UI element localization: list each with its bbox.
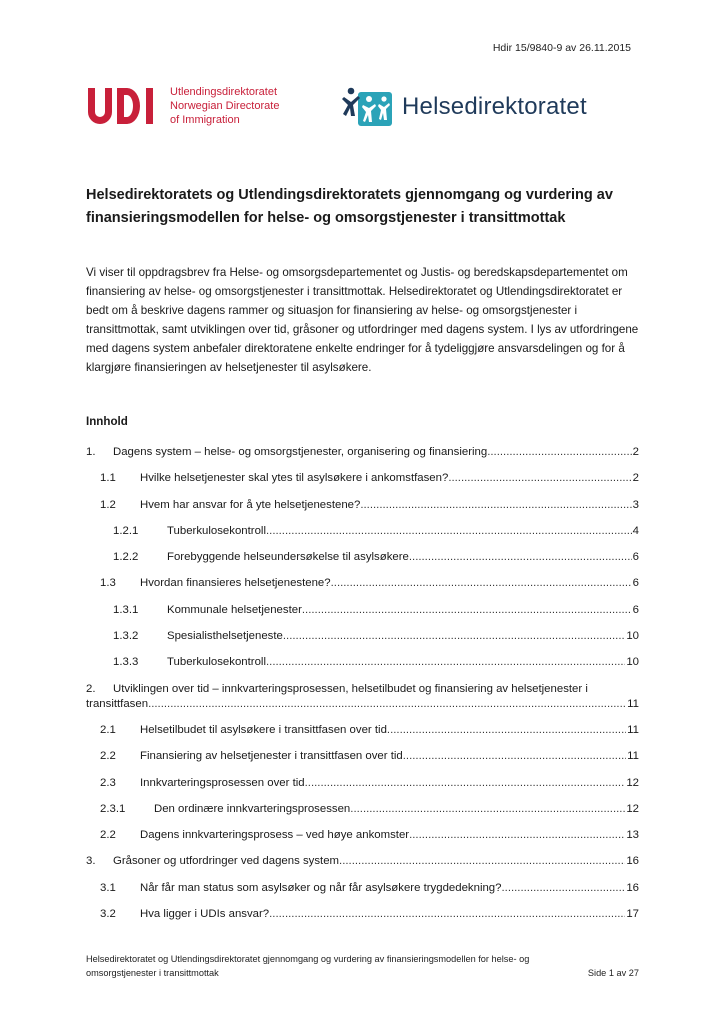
toc-number: 1.3.1: [113, 603, 139, 616]
toc-number: 2.1: [100, 723, 116, 736]
toc-page: 10: [626, 656, 639, 669]
toc-text: Utviklingen over tid – innkvarteringsprosessen, helsetilbudet og finansiering av helsetjenester i: [113, 682, 588, 695]
toc-text: Dagens system – helse- og omsorgstjenester, organisering og finansiering: [113, 446, 488, 458]
intro-paragraph: Vi viser til oppdragsbrev fra Helse- og omsorgsdepartementet og Justis- og beredskapsdepartementet om finansiering av helse- og omsorgstjenester i transittmottak. Helsedirektoratet og Utlendingsdirektoratet er bedt om å beskrive dagens rammer og situasjon for finansiering av helse- og omsorgstjenester i transittmottak, samt utviklingen over tid, gråsoner og utfordringer med dagens system. I lys av utfordringene med dagens system anbefaler direktoratene enkelte endringer for å tydeliggjøre ansvarsdelingen og for å klargjøre finansieringen av helsetjenester til asylsøkere.: [86, 266, 639, 374]
toc-entry[interactable]: [86, 907, 639, 922]
udi-letters-icon: [86, 87, 156, 125]
toc-page: 2: [632, 446, 639, 458]
toc-entry[interactable]: [86, 445, 639, 460]
toc-text: Hvordan finansieres helsetjenestene?: [140, 577, 331, 590]
toc-text: Spesialisthelsetjeneste: [167, 630, 283, 643]
udi-name-line1: Utlendingsdirektoratet: [170, 86, 278, 98]
toc-text: Hva ligger i UDIs ansvar?: [140, 908, 270, 921]
toc-number: 1.3.3: [113, 656, 139, 669]
toc-entry[interactable]: [86, 854, 639, 869]
toc-page: 6: [632, 551, 639, 564]
toc-text: Gråsoner og utfordringer ved dagens system: [113, 855, 340, 868]
toc-number: 3.1: [100, 881, 116, 894]
table-of-contents: [86, 445, 639, 933]
toc-entry[interactable]: [86, 524, 639, 539]
toc-page: 12: [626, 776, 639, 789]
udi-mark: [86, 84, 156, 128]
toc-page: 13: [626, 829, 639, 842]
toc-page: 2: [632, 472, 639, 485]
toc-entry[interactable]: [86, 802, 639, 817]
helsedirektoratet-wordmark: Helsedirektoratet: [402, 93, 587, 120]
toc-number: 3.2: [100, 908, 116, 921]
toc-text: Finansiering av helsetjenester i transittfasen over tid: [140, 750, 403, 763]
toc-number: 2.: [86, 682, 96, 695]
toc-page: 4: [632, 524, 639, 537]
toc-number: 1.2.1: [113, 524, 139, 537]
toc-entry[interactable]: [86, 550, 639, 565]
toc-number: 1.3.2: [113, 630, 139, 643]
toc-page: 12: [626, 802, 639, 815]
toc-text: Dagens innkvarteringsprosess – ved høye ankomster: [140, 829, 410, 842]
toc-number: 1.: [86, 446, 96, 458]
toc-number: 3.: [86, 855, 96, 868]
toc-entry[interactable]: [86, 471, 639, 486]
toc-entry[interactable]: [86, 682, 639, 712]
document-title: Helsedirektoratets og Utlendingsdirektoratets gjennomgang og vurdering av finansieringsmodellen for helse- og omsorgstjenester i transittmottak: [86, 187, 613, 226]
udi-name: [170, 85, 279, 127]
toc-text: Den ordinære innkvarteringsprosessen: [154, 802, 351, 815]
toc-number: 1.3: [100, 577, 116, 590]
toc-text: Innkvarteringsprosessen over tid: [140, 776, 305, 789]
toc-page: 11: [627, 723, 639, 736]
toc-number: 2.3: [100, 776, 116, 789]
toc-number: 1.1: [100, 472, 116, 485]
footer-line1: Helsedirektoratet og Utlendingsdirektoratet gjennomgang og vurdering av finansieringsmodellen for helse- og: [86, 954, 530, 964]
toc-number: 1.2.2: [113, 551, 139, 564]
toc-entry[interactable]: [86, 749, 639, 764]
udi-logo: [86, 84, 279, 128]
helsedirektoratet-logo: [342, 86, 587, 128]
toc-page: 11: [627, 750, 639, 763]
toc-entry[interactable]: [86, 576, 639, 591]
toc-number: 2.2: [100, 750, 116, 763]
toc-entry[interactable]: [86, 629, 639, 644]
toc-text: Tuberkulosekontroll: [167, 524, 266, 537]
toc-page: 11: [627, 697, 639, 710]
toc-entry[interactable]: [86, 603, 639, 618]
toc-page: 17: [626, 908, 639, 921]
toc-page: 16: [626, 855, 639, 868]
udi-name-line3: of Immigration: [170, 114, 240, 126]
toc-number: 2.2: [100, 829, 116, 842]
toc-text: Hvem har ansvar for å yte helsetjenestene?: [140, 498, 361, 511]
toc-text: Hvilke helsetjenester skal ytes til asylsøkere i ankomstfasen?: [140, 472, 449, 485]
toc-text: Tuberkulosekontroll: [167, 656, 266, 669]
toc-entry[interactable]: [86, 828, 639, 843]
people-figures-icon: [342, 86, 394, 128]
page-footer: [86, 952, 639, 980]
toc-entry[interactable]: [86, 655, 639, 670]
toc-text: Kommunale helsetjenester: [167, 603, 302, 616]
toc-text: Når får man status som asylsøker og når får asylsøkere trygdedekning?: [140, 881, 502, 894]
toc-page: 10: [626, 630, 639, 643]
document-reference: Hdir 15/9840-9 av 26.11.2015: [492, 42, 631, 54]
footer-line2: omsorgstjenester i transittmottak: [86, 968, 219, 978]
toc-entry[interactable]: [86, 498, 639, 513]
toc-text: Helsetilbudet til asylsøkere i transittfasen over tid: [140, 723, 387, 736]
toc-entry[interactable]: [86, 881, 639, 896]
toc-text-continued: transittfasen: [86, 697, 149, 710]
toc-number: 1.2: [100, 498, 116, 511]
toc-number: 2.3.1: [100, 802, 126, 815]
toc-page: 6: [632, 577, 639, 590]
toc-entry[interactable]: [86, 723, 639, 738]
toc-page: 6: [632, 603, 639, 616]
toc-page: 16: [626, 881, 639, 894]
toc-page: 3: [632, 498, 639, 511]
udi-name-line2: Norwegian Directorate: [170, 100, 280, 112]
toc-entry[interactable]: [86, 776, 639, 791]
toc-text: Forebyggende helseundersøkelse til asylsøkere: [167, 551, 409, 564]
page-number: Side 1 av 27: [587, 968, 639, 978]
toc-heading: Innhold: [86, 415, 128, 428]
